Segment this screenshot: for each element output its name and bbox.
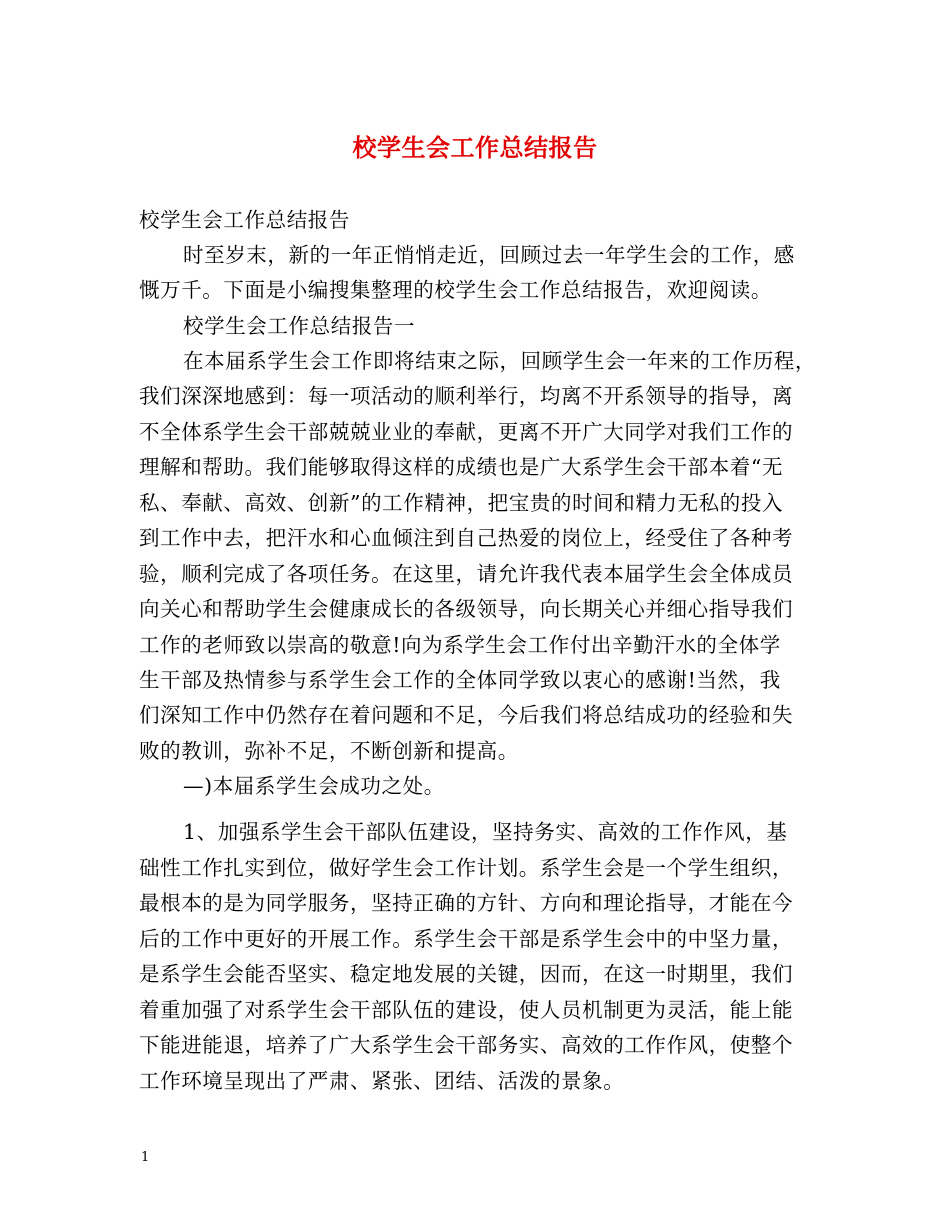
text-line: 在本届系学生会工作即将结束之际，回顾学生会一年来的工作历程， [183, 349, 816, 373]
text-line: 工作的老师致以崇高的敬意!向为系学生会工作付出辛勤汗水的全体学 [139, 633, 781, 657]
text-line: 时至岁末，新的一年正悄悄走近，回顾过去一年学生会的工作，感 [183, 243, 795, 267]
text-line: 生干部及热情参与系学生会工作的全体同学致以衷心的感谢!当然，我 [139, 668, 781, 692]
text-line: 慨万千。下面是小编搜集整理的校学生会工作总结报告，欢迎阅读。 [139, 278, 772, 302]
document-title: 校学生会工作总结报告 [352, 133, 598, 162]
text-line: 不全体系学生会干部兢兢业业的奉献，更离不开广大同学对我们工作的 [139, 420, 794, 444]
text-line: 向关心和帮助学生会健康成长的各级领导，向长期关心并细心指导我们 [139, 597, 794, 621]
text-line: 后的工作中更好的开展工作。系学生会干部是系学生会中的中坚力量， [139, 927, 794, 951]
text-line: 验，顺利完成了各项任务。在这里，请允许我代表本届学生会全体成员 [139, 562, 794, 586]
text-line: 着重加强了对系学生会干部队伍的建设，使人员机制更为灵活，能上能 [139, 998, 794, 1022]
text-line: 最根本的是为同学服务，坚持正确的方针、方向和理论指导，才能在今 [139, 891, 794, 915]
text-line: 工作环境呈现出了严肃、紧张、团结、活泼的景象。 [139, 1069, 625, 1093]
text-line: —)本届系学生会成功之处。 [183, 774, 445, 798]
text-line: 私、奉献、高效、创新”的工作精神，把宝贵的时间和精力无私的投入 [139, 491, 784, 515]
text-line: 理解和帮助。我们能够取得这样的成绩也是广大系学生会干部本着“无 [139, 455, 784, 479]
text-line: 们深知工作中仍然存在着问题和不足，今后我们将总结成功的经验和失 [139, 703, 794, 727]
text-line: 校学生会工作总结报告 [139, 208, 350, 232]
text-line: 是系学生会能否坚实、稳定地发展的关键，因而，在这一时期里，我们 [139, 962, 794, 986]
page-number: 1 [141, 1150, 150, 1165]
text-line: 下能进能退，培养了广大系学生会干部务实、高效的工作作风，使整个 [139, 1033, 794, 1057]
text-line: 到工作中去，把汗水和心血倾注到自己热爱的岗位上，经受住了各种考 [139, 526, 794, 550]
text-line: 败的教训，弥补不足，不断创新和提高。 [139, 739, 519, 763]
text-line: 我们深深地感到：每一项活动的顺利举行，均离不开系领导的指导，离 [139, 384, 794, 408]
text-line: 础性工作扎实到位，做好学生会工作计划。系学生会是一个学生组织， [139, 856, 794, 880]
text-line: 1、加强系学生会干部队伍建设，坚持务实、高效的工作作风，基 [183, 820, 788, 844]
text-line: 校学生会工作总结报告一 [183, 314, 416, 338]
